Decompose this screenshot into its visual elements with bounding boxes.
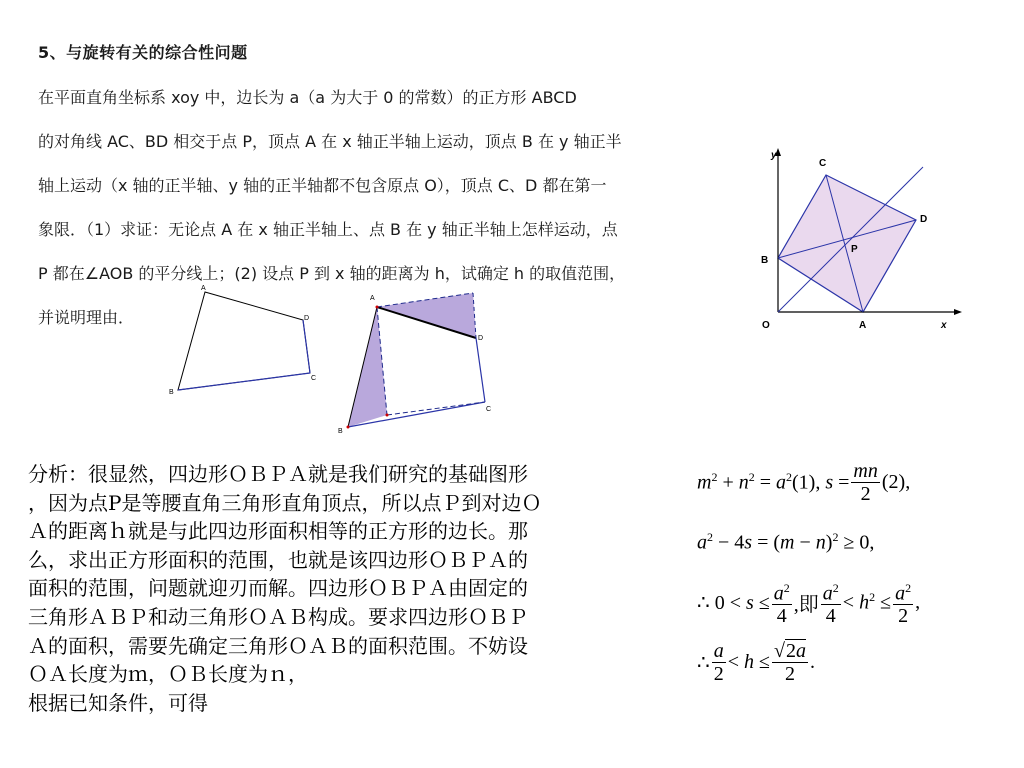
quad-label-a: A (201, 285, 206, 292)
formula-line-1: $m^2 + n^2 = a^2(1)$, s = $\frac{mn}{2}$ (2), (697, 459, 911, 505)
analysis-line: 三角形ＡＢＰ和动三角形ＯＡＢ构成。要求四边形ＯＢＰ (28, 604, 528, 629)
label-a: A (859, 320, 867, 331)
rot-label-d: D (478, 335, 484, 342)
point-mid (386, 414, 389, 417)
label-x: x (941, 320, 947, 331)
analysis-line: 根据已知条件，可得 (28, 690, 208, 715)
label-y: y (771, 150, 777, 161)
shaded-left-triangle (348, 307, 387, 427)
formula-block (697, 452, 1017, 692)
dashed-bottom (387, 402, 485, 415)
analysis-line: ，因为点P是等腰直角三角形直角顶点，所以点Ｐ到对边Ｏ (28, 490, 542, 515)
label-b: B (761, 255, 769, 266)
rot-label-b: B (338, 428, 343, 435)
problem-line: P 都在∠AOB 的平分线上；(2) 设点 P 到 x 轴的距离为 h，试确定 h 的取值范围， (38, 264, 626, 283)
formula-line-3: ∴ 0 < s ≤ $\frac{a^2}{4}$ ,即 $\frac{a^2}{4}$ < $h^2$ ≤ $\frac{a^2}{2}$ , (697, 572, 1017, 632)
problem-line: 象限．（1）求证：无论点 A 在 x 轴正半轴上、点 B 在 y 轴正半轴上怎样运动，点 (38, 220, 618, 239)
problem-line: 的对角线 AC、BD 相交于点 P，顶点 A 在 x 轴正半轴上运动，顶点 B 在 y 轴正半 (38, 132, 622, 151)
label-p: P (851, 244, 858, 255)
label-o: O (762, 320, 770, 331)
quad-label-c: C (311, 375, 317, 382)
quad-bc-edge (178, 373, 310, 390)
rotation-figure (330, 285, 520, 440)
quad-cd-edge (303, 320, 310, 373)
quad-label-b: B (169, 389, 174, 396)
label-c: C (819, 158, 827, 169)
analysis-line: Ａ的距离ｈ就是与此四边形面积相等的正方形的边长。那 (28, 519, 528, 544)
analysis-line: Ａ的面积，需要先确定三角形ＯＡＢ的面积范围。不妨设 (28, 633, 528, 658)
problem-line: 轴上运动（x 轴的正半轴、y 轴的正半轴都不包含原点 O），顶点 C、D 都在第一 (38, 176, 607, 195)
analysis-line: ＯＡ长度为ｍ，ＯＢ长度为ｎ， (28, 662, 308, 687)
page-title: 5、与旋转有关的综合性问题 (38, 43, 248, 62)
analysis-text (28, 460, 683, 717)
formula-line-4: ∴ $\frac{a}{2}$ < h ≤ $\frac{√2a}{2}$ . (697, 639, 815, 685)
formula-line-2: $a^2 - 4s = (m - n)^2 \ge 0$, (697, 529, 875, 554)
rot-label-a: A (370, 295, 375, 302)
analysis-line: 么，求出正方形面积的范围，也就是该四边形ＯＢＰＡ的 (28, 547, 528, 572)
coordinate-figure (748, 140, 973, 340)
label-d: D (920, 214, 928, 225)
quadrilateral-figure (165, 280, 325, 400)
analysis-line: 面积的范围，问题就迎刃而解。四边形ＯＢＰＡ由固定的 (28, 576, 528, 601)
problem-line: 在平面直角坐标系 xoy 中，边长为 a（a 为大于 0 的常数）的正方形 ABCD (38, 88, 577, 107)
analysis-line: 分析：很显然，四边形ＯＢＰＡ就是我们研究的基础图形 (28, 462, 528, 486)
problem-line: 并说明理由． (38, 308, 135, 327)
rot-label-c: C (486, 406, 492, 413)
point-a (376, 306, 379, 309)
quad-dc-edge (476, 338, 485, 402)
x-axis-arrow-icon (954, 309, 962, 315)
quad-label-d: D (304, 315, 310, 322)
point-b (347, 426, 350, 429)
